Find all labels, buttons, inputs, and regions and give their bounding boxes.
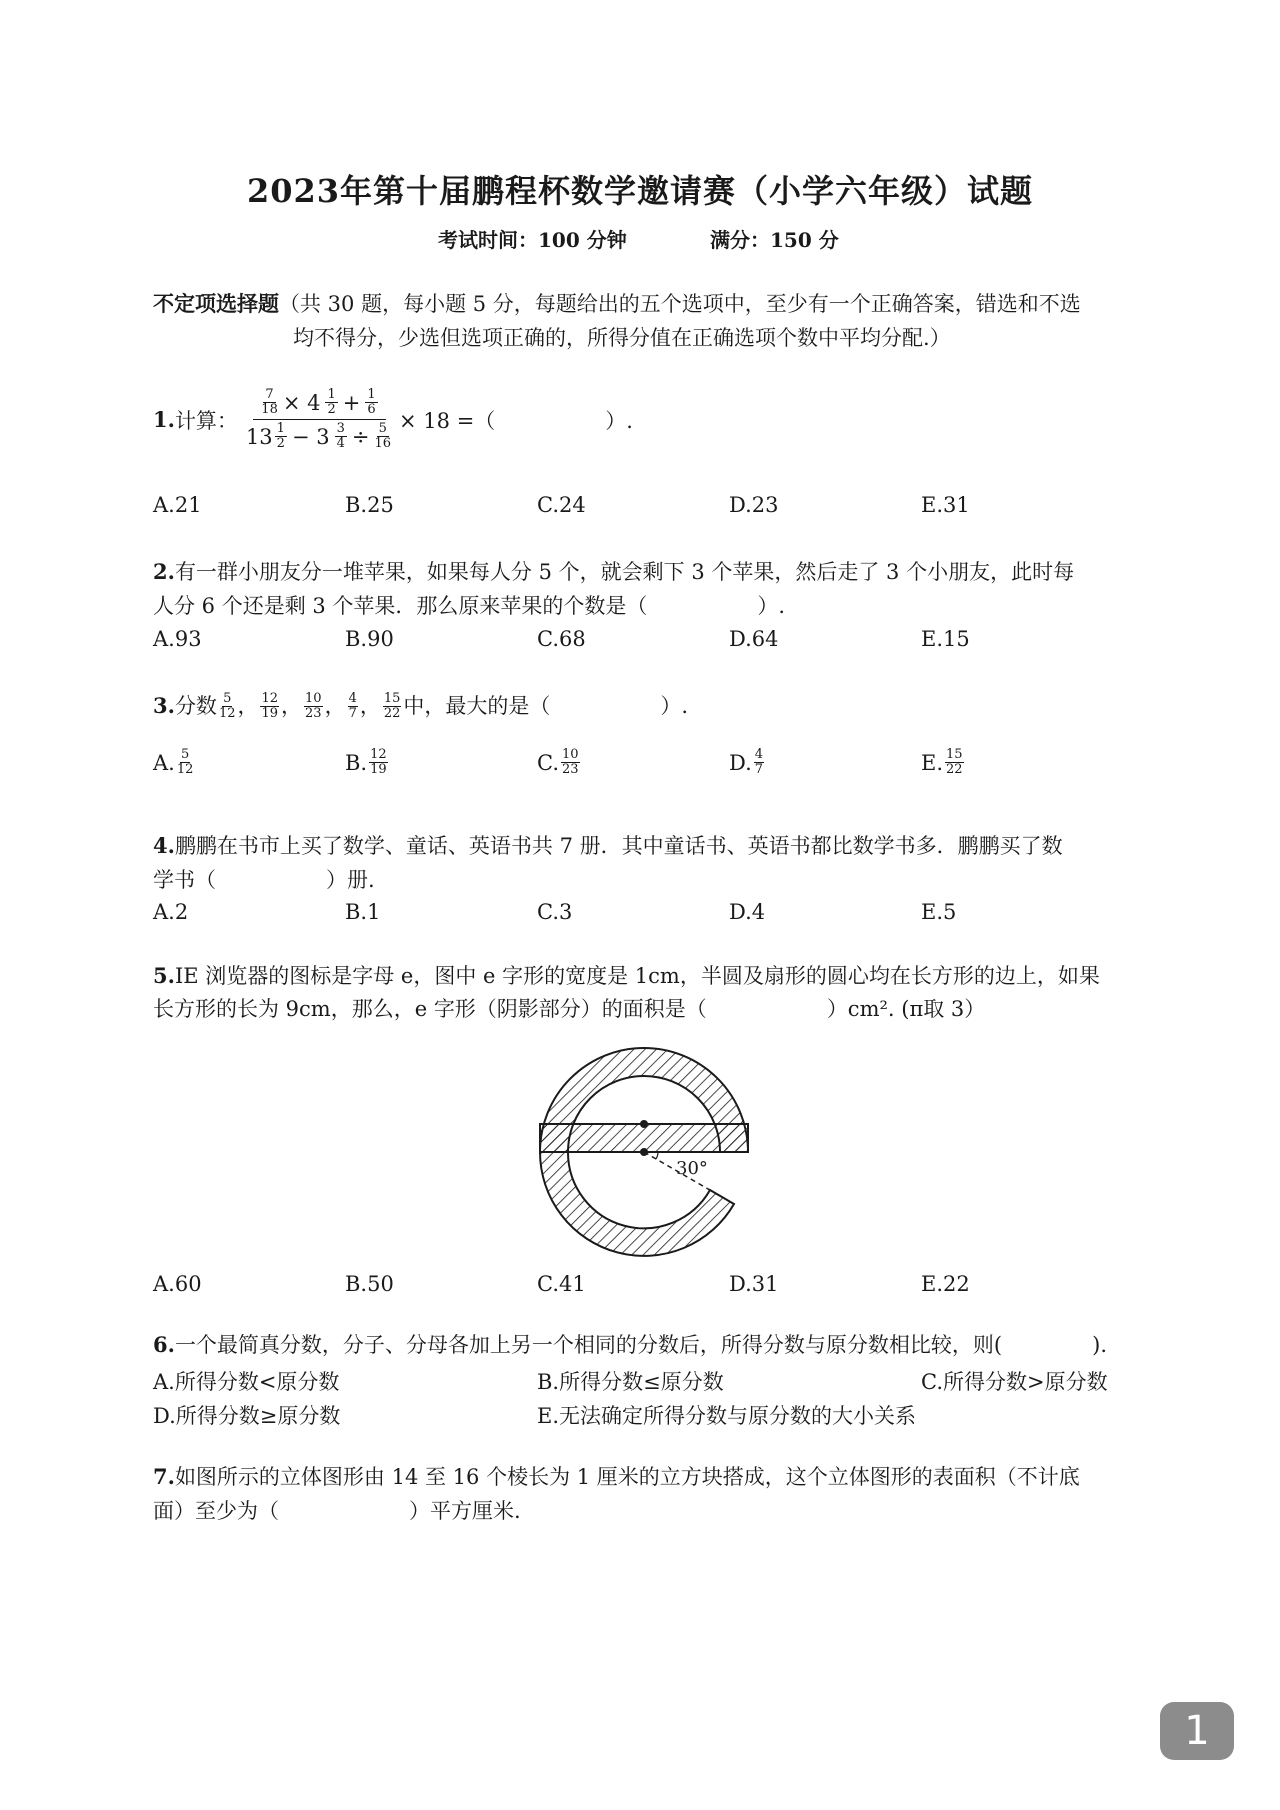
instructions-label: 不定项选择题 — [153, 291, 279, 316]
question-3: 3. 分数 $\frac{5}{12}$ ， $\frac{12}{19}$ ， $\frac{10}{23}$ ， $\frac{4}{7}$ ， $\frac{15}{22}$ 中，最大的是（ ）. — [153, 690, 689, 721]
q4-option-c[interactable]: C.3 — [537, 900, 573, 924]
question-5-line-1: 5.IE 浏览器的图标是字母 e，图中 e 字形的宽度是 1cm，半圆及扇形的圆心均在长方形的边上，如果 — [153, 963, 1100, 988]
instructions-line-1: 不定项选择题（共 30 题，每小题 5 分，每题给出的五个选项中，至少有一个正确答案，错选和不选 — [153, 291, 1081, 316]
q2-option-c[interactable]: C.68 — [537, 627, 586, 651]
exam-time: 考试时间：100 分钟 — [438, 228, 627, 252]
full-score: 满分：150 分 — [710, 228, 839, 252]
q3-option-d[interactable]: D. $\frac{4}{7}$ — [729, 747, 764, 777]
q6-option-b[interactable]: B.所得分数≤原分数 — [537, 1370, 724, 1394]
q2-option-b[interactable]: B.90 — [345, 627, 394, 651]
page-title: 2023年第十届鹏程杯数学邀请赛（小学六年级）试题 — [246, 172, 1034, 210]
question-4-line-1: 4.鹏鹏在书市上买了数学、童话、英语书共 7 册．其中童话书、英语书都比数学书多．鹏鹏买了数 — [153, 833, 1063, 858]
q1-option-c[interactable]: C.24 — [537, 493, 586, 517]
e-shape-figure — [530, 1028, 760, 1268]
q5-option-c[interactable]: C.41 — [537, 1272, 586, 1296]
q1-complex-fraction: $\frac{7}{18}$ × 4 $\frac{1}{2}$ + $\frac{1}{6}$ 13 $\frac{1}{2}$ − 3 $\frac{3}{4}$ ÷ $\frac{5}{16}$ — [245, 387, 392, 451]
question-2-line-1: 2.有一群小朋友分一堆苹果，如果每人分 5 个，就会剩下 3 个苹果，然后走了 3 个小朋友，此时每 — [153, 559, 1075, 584]
q6-option-e[interactable]: E.无法确定所得分数与原分数的大小关系 — [537, 1404, 917, 1428]
q4-option-d[interactable]: D.4 — [729, 900, 766, 924]
q1-option-b[interactable]: B.25 — [345, 493, 394, 517]
question-4-line-2: 学书（ ）册. — [153, 868, 375, 892]
q1-option-e[interactable]: E.31 — [921, 493, 970, 517]
q3-option-a[interactable]: A. $\frac{5}{12}$ — [153, 747, 194, 777]
question-7-line-1: 7.如图所示的立体图形由 14 至 16 个棱长为 1 厘米的立方块搭成，这个立体图形的表面积（不计底 — [153, 1464, 1080, 1489]
q3-option-b[interactable]: B. $\frac{12}{19}$ — [345, 747, 387, 777]
q6-option-a[interactable]: A.所得分数<原分数 — [153, 1370, 340, 1394]
q2-option-e[interactable]: E.15 — [921, 627, 970, 651]
q4-option-b[interactable]: B.1 — [345, 900, 381, 924]
page-number-badge[interactable]: 1 — [1160, 1702, 1234, 1760]
q6-option-c[interactable]: C.所得分数>原分数 — [921, 1370, 1108, 1394]
question-1: 1. 计算： $\frac{7}{18}$ × 4 $\frac{1}{2}$ + $\frac{1}{6}$ 13 $\frac{1}{2}$ − 3 $\frac{3}{4}$ ÷ $\frac{5}{16}$ × 18 =（ ）. — [153, 387, 633, 451]
question-7-line-2: 面）至少为（ ）平方厘米. — [153, 1499, 521, 1523]
q1-option-d[interactable]: D.23 — [729, 493, 779, 517]
q5-option-b[interactable]: B.50 — [345, 1272, 394, 1296]
angle-label: 30° — [676, 1158, 708, 1179]
q4-option-e[interactable]: E.5 — [921, 900, 957, 924]
q6-option-d[interactable]: D.所得分数≥原分数 — [153, 1404, 341, 1428]
q1-option-a[interactable]: A.21 — [153, 493, 202, 517]
instructions-line-2: 均不得分，少选但选项正确的，所得分值在正确选项个数中平均分配.） — [293, 326, 951, 350]
q3-option-c[interactable]: C. $\frac{10}{23}$ — [537, 747, 579, 777]
q5-option-a[interactable]: A.60 — [153, 1272, 202, 1296]
question-5-line-2: 长方形的长为 9cm，那么，e 字形（阴影部分）的面积是（ ）cm². (π取 3） — [153, 997, 986, 1021]
q2-option-a[interactable]: A.93 — [153, 627, 202, 651]
question-2-line-2: 人分 6 个还是剩 3 个苹果．那么原来苹果的个数是（ ）. — [153, 594, 786, 618]
q3-option-e[interactable]: E. $\frac{15}{22}$ — [921, 747, 963, 777]
question-6: 6.一个最简真分数，分子、分母各加上另一个相同的分数后，所得分数与原分数相比较，则( ). — [153, 1332, 1108, 1357]
q5-option-d[interactable]: D.31 — [729, 1272, 779, 1296]
q4-option-a[interactable]: A.2 — [153, 900, 189, 924]
q2-option-d[interactable]: D.64 — [729, 627, 779, 651]
q5-option-e[interactable]: E.22 — [921, 1272, 970, 1296]
